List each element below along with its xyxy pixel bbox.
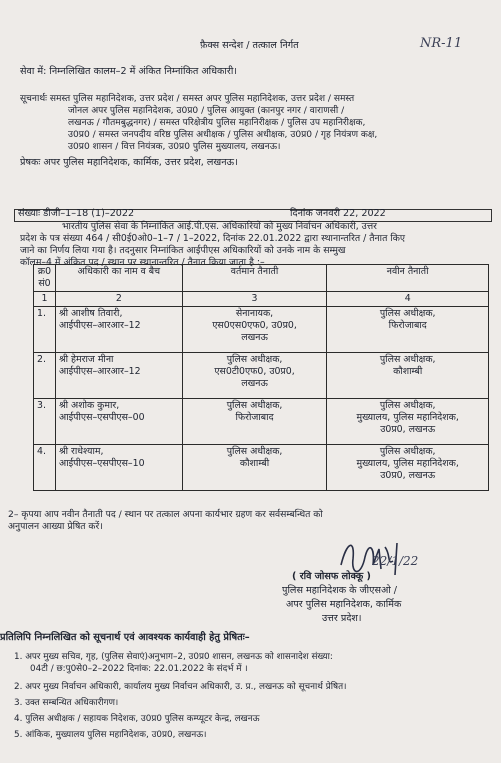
table-row: [34, 399, 489, 445]
officer-name: श्री अशोक कुमार,: [58, 400, 120, 411]
row-current-posting: [182, 307, 327, 353]
signatory-name: ( रवि जोसफ लोक्कू ): [292, 571, 371, 582]
body-line-2: प्रदेश के पत्र संख्या 464 / सी0ई0ओ0–1–7 / 1–2022, दिनांक 22.01.2022 द्वारा स्थानान्तरित / तैनात किए: [20, 233, 406, 244]
row-officer: [55, 445, 182, 491]
col-number: 3: [182, 292, 327, 307]
officer-batch: आईपीएस–आरआर–12: [58, 320, 141, 331]
para2-line-1: 2– कृपया आप नवीन तैनाती पद / स्थान पर तत्काल अपना कार्यभार ग्रहण कर सर्वसम्बन्धित को: [8, 509, 323, 520]
current-line: लखनऊ: [241, 332, 268, 343]
officer-name: श्री राधेश्याम,: [58, 446, 104, 457]
info-line-2: जोनल अपर पुलिस महानिदेशक, उ0प्र0 / पुलिस आयुक्त (कानपुर नगर / वाराणसी /: [68, 106, 345, 116]
table-row: [34, 353, 489, 399]
sender-line: प्रेषकः अपर पुलिस महानिदेशक, कार्मिक, उत्तर प्रदेश, लखनऊ।: [20, 157, 238, 168]
col-number: 2: [55, 292, 182, 307]
transfer-table: [33, 264, 489, 491]
officer-batch: आईपीएस–एसपीएस–10: [58, 458, 145, 469]
new-line: पुलिस अधीक्षक,: [379, 400, 436, 411]
new-line: पुलिस अधीक्षक,: [379, 446, 436, 457]
cc-heading: प्रतिलिपि निम्नलिखित को सूचनार्थ एवं आवश्यक कार्यवाही हेतु प्रेषितः–: [0, 632, 250, 643]
col-number: 1: [34, 292, 56, 307]
new-line: पुलिस अधीक्षक,: [379, 354, 436, 365]
cc-item-5: 5. आंकिक, मुख्यालय पुलिस महानिदेशक, उ0प्र0, लखनऊ।: [14, 730, 207, 740]
table-row: [34, 307, 489, 353]
new-line: उ0प्र0, लखनऊ: [380, 470, 436, 481]
cc-item-1a: 1. अपर मुख्य सचिव, गृह, (पुलिस सेवाएं)अनुभाग–2, उ0प्र0 शासन, लखनऊ को शासनादेश संख्या:: [14, 652, 333, 662]
info-line-4: उ0प्र0 / समस्त जनपदीय वरिष्ठ पुलिस अधीक्षक / पुलिस अधीक्षक, उ0प्र0 / गृह नियंत्रण कक्ष,: [68, 130, 378, 140]
officer-batch: आईपीएस–एसपीएस–00: [58, 412, 145, 423]
cc-item-1b: 04टी / छ:पु0से0–2–2022 दिनांक: 22.01.2022 के संदर्भ में ।: [30, 664, 248, 674]
new-line: फिरोजाबाद: [388, 320, 427, 331]
row-new-posting: [327, 445, 489, 491]
cc-item-4: 4. पुलिस अधीक्षक / सहायक निदेशक, उ0प्र0 पुलिस कम्प्यूटर केन्द्र, लखनऊ: [14, 714, 260, 724]
officer-name: श्री हेमराज मीना: [58, 354, 114, 365]
row-new-posting: [327, 399, 489, 445]
row-serial: 2.: [34, 353, 56, 399]
row-serial: 4.: [34, 445, 56, 491]
signatory-line: उत्तर प्रदेश।: [322, 613, 362, 624]
fax-header: फ़ैक्स सन्देश / तत्काल निर्गत: [200, 40, 299, 51]
cc-item-2: 2. अपर मुख्य निर्वाचन अधिकारी, कार्यालय मुख्य निर्वाचन अधिकारी, उ. प्र., लखनऊ को सूचनार्थ प्रेषित।: [14, 682, 347, 692]
addressee-line: सेवा में: निम्नलिखित कालम–2 में अंकित निम्नांकित अधिकारी।: [20, 66, 237, 77]
current-line: एस0टी0एफ0, उ0प्र0,: [214, 366, 295, 377]
header-officer: अधिकारी का नाम व बैच: [55, 265, 182, 292]
header-current-posting: वर्तमान तैनाती: [182, 265, 327, 292]
info-line-1: सूचनार्थः समस्त पुलिस महानिदेशक, उत्तर प्रदेश / समस्त अपर पुलिस महानिदेशक, उत्तर प्रदेश / समस्त: [20, 94, 355, 104]
handwritten-reference: NR-11: [420, 36, 463, 51]
officer-name: श्री आशीष तिवारी,: [58, 308, 123, 319]
row-officer: [55, 399, 182, 445]
table-header-row: [34, 265, 489, 292]
table-row: [34, 445, 489, 491]
new-line: उ0प्र0, लखनऊ: [380, 424, 436, 435]
new-line: पुलिस अधीक्षक,: [379, 308, 436, 319]
info-line-3: लखनऊ / गौतमबुद्धनगर) / समस्त परिक्षेत्रीय पुलिस महानिरीक्षक / पुलिस उप महानिरीक्षक,: [68, 118, 366, 128]
new-line: मुख्यालय, पुलिस महानिदेशक,: [356, 458, 459, 469]
current-line: पुलिस अधीक्षक,: [226, 354, 283, 365]
current-line: कौशाम्बी: [239, 458, 270, 469]
row-new-posting: [327, 307, 489, 353]
row-current-posting: [182, 445, 327, 491]
row-officer: [55, 353, 182, 399]
body-line-1: भारतीय पुलिस सेवा के निम्नांकित आई.पी.एस. अधिकारियों को मुख्य निर्वाचन अधिकारी, उत्तर: [62, 221, 377, 232]
row-serial: 3.: [34, 399, 56, 445]
info-line-5: उ0प्र0 शासन / वित्त नियंत्रक, उ0प्र0 पुलिस मुख्यालय, लखनऊ।: [68, 142, 281, 152]
signatory-line: पुलिस महानिदेशक के जीएसओ /: [282, 585, 398, 596]
current-line: एस0एस0एफ0, उ0प्र0,: [212, 320, 297, 331]
row-serial: 1.: [34, 307, 56, 353]
new-line: मुख्यालय, पुलिस महानिदेशक,: [356, 412, 459, 423]
current-line: लखनऊ: [241, 378, 268, 389]
reference-date: दिनांक जनवरी 22, 2022: [290, 208, 386, 219]
body-line-4: कॉलम–4 में अंकित पद / स्थान पर स्थानान्तरित / तैनात किया जाता है :–: [20, 257, 265, 268]
row-officer: [55, 307, 182, 353]
current-line: फिरोजाबाद: [235, 412, 274, 423]
new-line: कौशाम्बी: [393, 366, 423, 377]
table-number-row: [34, 292, 489, 307]
row-current-posting: [182, 399, 327, 445]
row-current-posting: [182, 353, 327, 399]
current-line: पुलिस अधीक्षक,: [226, 446, 283, 457]
current-line: सेनानायक,: [235, 308, 274, 319]
col-number: 4: [327, 292, 489, 307]
header-serial: क्र0 सं0: [34, 265, 56, 292]
reference-number: संख्याः डीजी–1–18 (1)–2022: [18, 208, 135, 219]
signatory-line: अपर पुलिस महानिदेशक, कार्मिक: [286, 599, 402, 610]
body-line-3: जाने का निर्णय लिया गया है। तदनुसार निम्नांकित आईपीएस अधिकारियों को उनके नाम के सम्मुख: [20, 245, 346, 256]
row-new-posting: [327, 353, 489, 399]
officer-batch: आईपीएस–आरआर–12: [58, 366, 141, 377]
para2-line-2: अनुपालन आख्या प्रेषित करें।: [8, 521, 103, 532]
signature-date: 22/1/22: [372, 554, 419, 568]
header-new-posting: नवीन तैनाती: [327, 265, 489, 292]
cc-item-3: 3. उक्त सम्बन्धित अधिकारीगण।: [14, 698, 119, 708]
current-line: पुलिस अधीक्षक,: [226, 400, 283, 411]
